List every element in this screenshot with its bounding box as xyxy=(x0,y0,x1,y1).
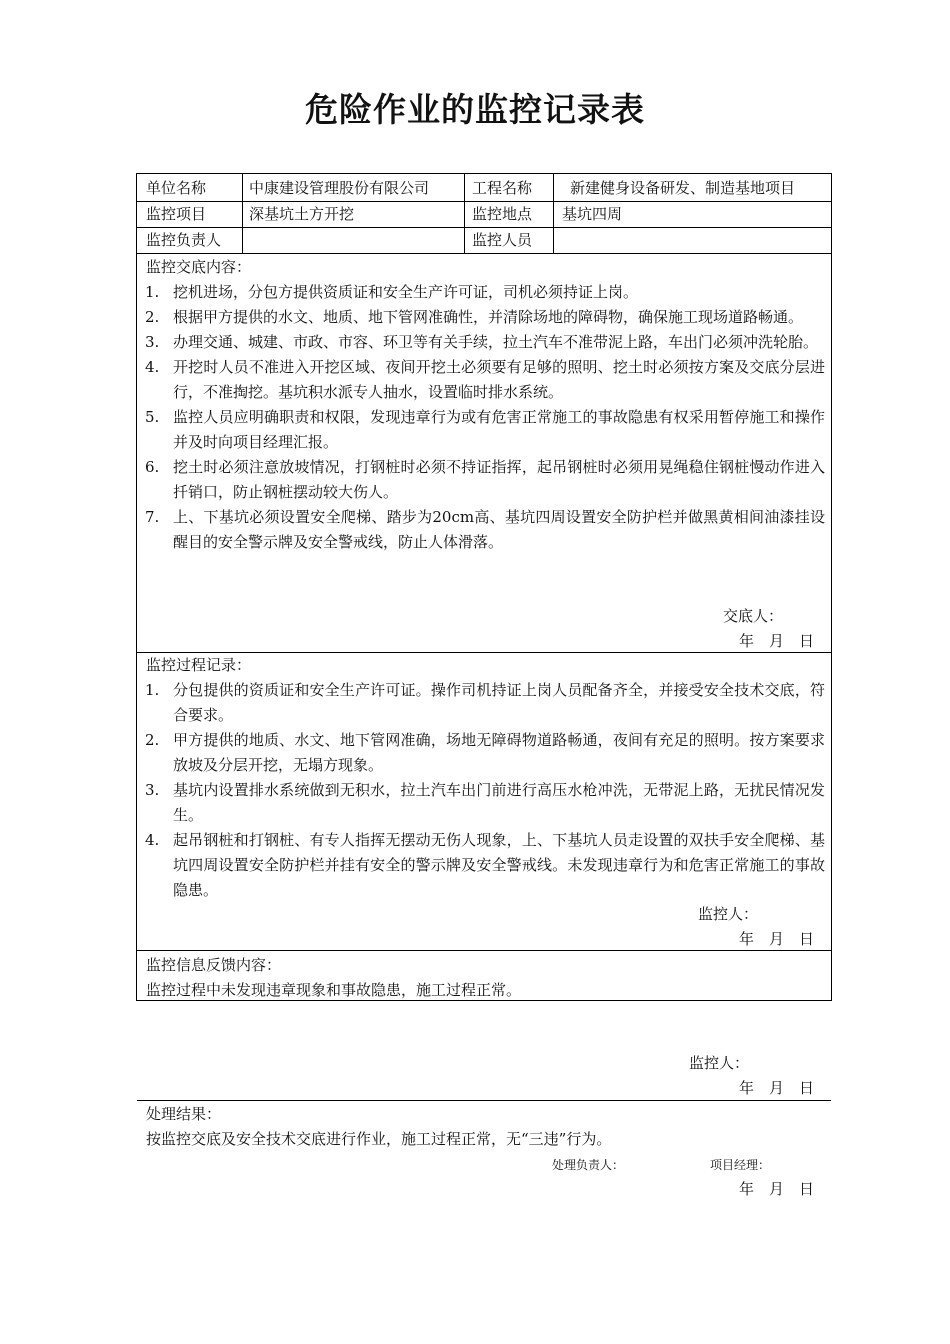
monitor-item-value: 深基坑土方开挖 xyxy=(249,205,355,223)
list-item: 4. 起吊钢桩和打钢桩、有专人指挥无摆动无伤人现象，上、下基坑人员走设置的双扶手安全爬梯、基坑四周设置安全防护栏并挂有安全的警示牌及安全警戒线。未发现违章行为和危害正常施工的事故隐患。 xyxy=(145,831,825,899)
monitor-staff-label: 监控人员 xyxy=(472,231,533,249)
row-divider xyxy=(137,253,831,254)
column-divider xyxy=(553,174,554,253)
monitor-item-label: 监控项目 xyxy=(146,205,207,223)
list-item: 1. 分包提供的资质证和安全生产许可证。操作司机持证上岗人员配备齐全，并接受安全技术交底，符合要求。 xyxy=(145,681,825,724)
unit-name-value: 中康建设管理股份有限公司 xyxy=(249,179,430,197)
document-title: 危险作业的监控记录表 xyxy=(305,90,645,129)
discloser-signature-label: 交底人： xyxy=(723,607,784,625)
list-item: 6. 挖土时必须注意放坡情况，打钢桩时必须不持证指挥，起吊钢桩时必须用晃绳稳住钢桩慢动作进入扦销口，防止钢桩摆动较大伤人。 xyxy=(145,458,825,501)
feedback-signature-label: 监控人： xyxy=(689,1054,750,1072)
disclosure-heading: 监控交底内容： xyxy=(146,258,252,276)
project-name-label: 工程名称 xyxy=(472,179,533,197)
list-item: 4. 开挖时人员不准进入开挖区域、夜间开挖土必须要有足够的照明、挖土时必须按方案及交底分层进行，不准掏挖。基坑积水派专人抽水，设置临时排水系统。 xyxy=(145,358,825,401)
list-item: 2. 根据甲方提供的水文、地质、地下管网准确性，并清除场地的障碍物，确保施工现场道路畅通。 xyxy=(145,308,804,326)
process-record-list xyxy=(137,678,831,903)
monitor-location-label: 监控地点 xyxy=(472,205,533,223)
list-item: 3. 基坑内设置排水系统做到无积水，拉土汽车出门前进行高压水枪冲洗，无带泥上路，无扰民情况发生。 xyxy=(145,781,825,824)
column-divider xyxy=(242,174,243,253)
list-item: 2. 甲方提供的地质、水文、地下管网准确，场地无障碍物道路畅通，夜间有充足的照明。按方案要求放坡及分层开挖，无塌方现象。 xyxy=(145,731,825,774)
section-divider xyxy=(137,1100,831,1101)
handler-signature-label: 处理负责人： xyxy=(552,1158,625,1172)
monitor-signature-label: 监控人： xyxy=(698,905,759,923)
list-item: 1. 挖机进场，分包方提供资质证和安全生产许可证，司机必须持证上岗。 xyxy=(145,283,639,301)
unit-name-label: 单位名称 xyxy=(146,179,207,197)
feedback-content: 监控过程中未发现违章现象和事故隐患，施工过程正常。 xyxy=(146,981,522,999)
list-item: 5. 监控人员应明确职责和权限，发现违章行为或有危害正常施工的事故隐患有权采用暂停施工和操作并及时向项目经理汇报。 xyxy=(145,408,825,451)
feedback-heading: 监控信息反馈内容： xyxy=(146,956,282,974)
list-item: 7. 上、下基坑必须设置安全爬梯、踏步为20cm高、基坑四周设置安全防护栏并做黑黄相间油漆挂设醒目的安全警示牌及安全警戒线，防止人体滑落。 xyxy=(145,508,825,551)
column-divider xyxy=(464,174,465,253)
monitor-location-value: 基坑四周 xyxy=(562,205,623,223)
result-date: 年 月 日 xyxy=(739,1180,815,1198)
process-date: 年 月 日 xyxy=(739,930,815,948)
feedback-date: 年 月 日 xyxy=(739,1079,815,1097)
project-manager-signature-label: 项目经理： xyxy=(710,1158,771,1172)
result-content: 按监控交底及安全技术交底进行作业，施工过程正常，无“三违”行为。 xyxy=(146,1130,612,1148)
monitoring-record-table xyxy=(136,173,832,1198)
disclosure-list xyxy=(137,280,831,555)
process-record-heading: 监控过程记录： xyxy=(146,656,252,674)
disclosure-date: 年 月 日 xyxy=(739,632,815,650)
section-divider xyxy=(137,950,831,951)
list-item: 3. 办理交通、城建、市政、市容、环卫等有关手续，拉土汽车不准带泥上路，车出门必须冲洗轮胎。 xyxy=(145,333,819,351)
result-heading: 处理结果： xyxy=(146,1105,222,1123)
monitor-leader-label: 监控负责人 xyxy=(146,231,222,249)
project-name-value: 新建健身设备研发、制造基地项目 xyxy=(570,179,796,197)
